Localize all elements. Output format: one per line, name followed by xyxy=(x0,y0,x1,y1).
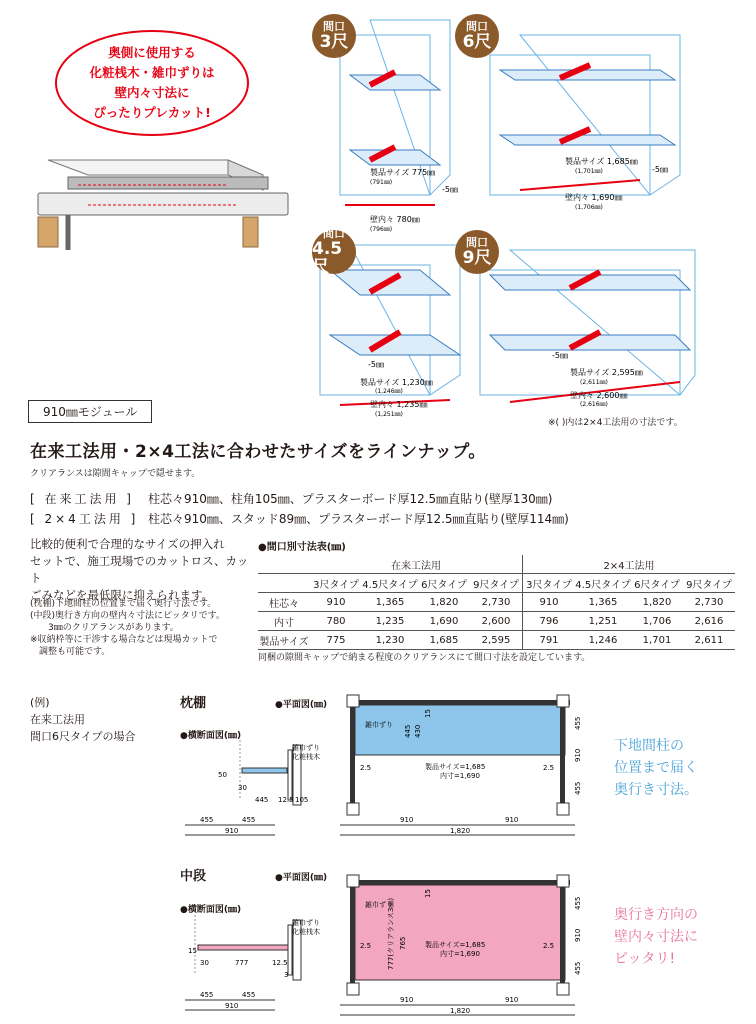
shelf-corner-illustration xyxy=(28,135,278,255)
d6-product-alt: (1,701㎜) xyxy=(575,168,603,175)
table-title: ●間口別寸法表(㎜) xyxy=(258,542,346,553)
d9-minus: -5㎜ xyxy=(552,351,568,360)
svg-text:455: 455 xyxy=(574,716,582,730)
svg-text:内寸=1,690: 内寸=1,690 xyxy=(440,772,480,780)
badge-45shaku: 間口 4.5尺 xyxy=(312,230,356,274)
svg-text:765: 765 xyxy=(399,936,407,950)
svg-text:910: 910 xyxy=(505,996,519,1004)
module-label: 910㎜モジュール xyxy=(28,400,152,423)
closet-diagrams xyxy=(300,10,720,418)
d9-product: 製品サイズ 2,595㎜ xyxy=(570,368,643,377)
svg-text:12.5: 12.5 xyxy=(278,796,294,804)
svg-text:30: 30 xyxy=(238,784,247,792)
size-table: 在来工法用 2×4工法用 3尺タイプ 4.5尺タイプ 6尺タイプ 9尺タイプ 3尺タイプ 4.5尺タイプ 6尺タイプ 9尺タイプ 柱芯々 910 1,365 1,820 2,730 910 1,365 1,820 2,730 内寸 780 1,235 1,690 2,600 796 1,251 1,706 2,616 製品サイズ 775 1,230 1,685 2,595 791 1,246 1,701 2,611 xyxy=(258,555,735,650)
svg-text:2.5: 2.5 xyxy=(543,764,555,772)
d3-inner: 壁内々 780㎜ xyxy=(370,215,420,224)
badge-9shaku: 間口 9尺 xyxy=(455,230,499,274)
example-label: (例) 在来工法用 間口6尺タイプの場合 xyxy=(30,696,136,743)
d6-product: 製品サイズ 1,685㎜ xyxy=(565,157,638,166)
svg-text:455: 455 xyxy=(242,816,256,824)
svg-text:雑巾ずり: 雑巾ずり xyxy=(292,919,320,927)
callout-bubble xyxy=(55,30,249,136)
svg-text:910: 910 xyxy=(574,928,582,942)
badge-3shaku: 間口 3尺 xyxy=(312,14,356,58)
svg-text:雑巾ずり: 雑巾ずり xyxy=(365,721,393,729)
svg-text:雑巾ずり: 雑巾ずり xyxy=(365,901,393,909)
makura-section-label: ●横断面図(㎜) xyxy=(180,731,242,741)
d6-inner-alt: (1,706㎜) xyxy=(575,204,603,211)
d45-inner: 壁内々 1,235㎜ xyxy=(370,400,428,409)
svg-text:製品サイズ=1,685: 製品サイズ=1,685 xyxy=(425,941,486,949)
table-row: 内寸 780 1,235 1,690 2,600 796 1,251 1,706 2,616 xyxy=(258,612,735,631)
d45-product: 製品サイズ 1,230㎜ xyxy=(360,378,433,387)
svg-text:910: 910 xyxy=(225,1002,239,1010)
bubble-line: ぴったりプレカット! xyxy=(93,105,211,120)
makura-plan-label: ●平面図(㎜) xyxy=(275,700,328,710)
svg-text:455: 455 xyxy=(242,991,256,999)
table-row: 柱芯々 910 1,365 1,820 2,730 910 1,365 1,820 2,730 xyxy=(258,593,735,612)
table-row: 製品サイズ 775 1,230 1,685 2,595 791 1,246 1,701 2,611 xyxy=(258,631,735,650)
svg-text:430: 430 xyxy=(414,724,422,738)
svg-text:50: 50 xyxy=(218,771,227,779)
svg-text:15: 15 xyxy=(424,709,432,718)
svg-text:445: 445 xyxy=(255,796,269,804)
chudan-plan-label: ●平面図(㎜) xyxy=(275,873,328,883)
d9-inner: 壁内々 2,600㎜ xyxy=(570,391,628,400)
svg-text:455: 455 xyxy=(574,781,582,795)
svg-text:455: 455 xyxy=(574,896,582,910)
svg-text:化粧桟木: 化粧桟木 xyxy=(292,753,320,761)
closet-6shaku xyxy=(490,35,680,211)
svg-text:910: 910 xyxy=(400,996,414,1004)
d45-minus: -5㎜ xyxy=(368,360,384,369)
badge-6shaku: 間口 6尺 xyxy=(455,14,499,58)
d6-minus: -5㎜ xyxy=(652,165,668,174)
makura-plan-drawing xyxy=(335,690,605,840)
svg-text:2.5: 2.5 xyxy=(360,764,372,772)
blue-note: 下地間柱の 位置まで届く 奥行き寸法。 xyxy=(614,738,698,798)
svg-text:1,820: 1,820 xyxy=(450,827,471,835)
bubble-line: 奥側に使用する xyxy=(108,45,196,60)
d9-product-alt: (2,611㎜) xyxy=(580,379,608,386)
makura-title: 枕棚 xyxy=(180,696,207,711)
svg-text:製品サイズ=1,685: 製品サイズ=1,685 xyxy=(425,763,486,771)
d6-inner: 壁内々 1,690㎜ xyxy=(565,193,623,202)
chudan-plan-drawing xyxy=(335,870,605,1020)
bubble-line: 化粧桟木・雑巾ずりは xyxy=(89,65,215,80)
svg-text:3: 3 xyxy=(284,971,289,979)
closet-9shaku xyxy=(480,250,695,408)
headline: 在来工法用・2×4工法に合わせたサイズをラインナップ。 xyxy=(30,442,486,462)
svg-text:455: 455 xyxy=(200,991,214,999)
svg-text:777: 777 xyxy=(235,959,249,967)
d45-product-alt: (1,246㎜) xyxy=(375,388,403,395)
chudan-section-drawing xyxy=(180,915,330,1015)
subheadline: クリアランスは隙間キャップで隠せます。 xyxy=(30,469,201,479)
svg-text:化粧桟木: 化粧桟木 xyxy=(292,928,320,936)
d3-product: 製品サイズ 775㎜ xyxy=(370,168,436,177)
svg-text:30: 30 xyxy=(200,959,209,967)
d3-inner-alt: (796㎜) xyxy=(370,226,393,233)
svg-text:2.5: 2.5 xyxy=(543,942,555,950)
svg-text:105: 105 xyxy=(295,796,309,804)
makura-section-drawing xyxy=(180,740,330,840)
svg-text:910: 910 xyxy=(505,816,519,824)
svg-text:445: 445 xyxy=(404,724,412,738)
svg-text:2.5: 2.5 xyxy=(360,942,372,950)
d3-product-alt: (791㎜) xyxy=(370,179,393,186)
svg-text:910: 910 xyxy=(225,827,239,835)
body-text: 比較的便利で合理的なサイズの押入れ セットで、施工現場でのカットロス、カット ごみなどを最低限に抑えられます。 xyxy=(30,537,249,602)
spec-zairai: [ 在来工法用 ] 柱芯々910㎜、柱角105㎜、プラスターボード厚12.5㎜直貼り(壁厚130㎜) xyxy=(30,492,553,506)
chudan-section-label: ●横断面図(㎜) xyxy=(180,905,242,915)
spec-2x4: [ 2×4工法用 ] 柱芯々910㎜、スタッド89㎜、プラスターボード厚12.5㎜直貼り(壁厚114㎜) xyxy=(30,512,569,526)
d3-minus: -5㎜ xyxy=(442,185,458,194)
chudan-title: 中段 xyxy=(180,869,207,884)
svg-text:15: 15 xyxy=(188,947,197,955)
group-2x4: 2×4工法用 xyxy=(523,555,736,574)
group-zairai: 在来工法用 xyxy=(310,555,523,574)
d9-inner-alt: (2,616㎜) xyxy=(580,401,608,408)
svg-text:12.5: 12.5 xyxy=(272,959,288,967)
bubble-line: 壁内々寸法に xyxy=(114,85,190,100)
svg-text:雑巾ずり: 雑巾ずり xyxy=(292,744,320,752)
svg-text:455: 455 xyxy=(200,816,214,824)
diagram-note: ※( )内は2×4工法用の寸法です。 xyxy=(548,418,683,428)
d45-inner-alt: (1,251㎜) xyxy=(375,411,403,418)
svg-text:777(クリアランス3㎜): 777(クリアランス3㎜) xyxy=(387,897,395,970)
svg-text:910: 910 xyxy=(574,748,582,762)
svg-text:910: 910 xyxy=(400,816,414,824)
closet-3shaku xyxy=(340,20,458,233)
svg-text:1,820: 1,820 xyxy=(450,1007,471,1015)
notes: (枕棚)下地間柱の位置まで届く奥行寸法です。 (中段)奥行き方向の壁内々寸法にピッタリです。 3㎜のクリアランスがあります。 ※収納枠等に干渉する場合などは現場カットで 調整も可能です。 xyxy=(30,599,225,657)
svg-text:455: 455 xyxy=(574,961,582,975)
pink-note: 奥行き方向の 壁内々寸法に ピッタリ! xyxy=(614,907,698,967)
svg-text:15: 15 xyxy=(424,889,432,898)
table-note: 同梱の隙間キャップで納まる程度のクリアランスにて間口寸法を設定しています。 xyxy=(258,653,591,663)
svg-text:内寸=1,690: 内寸=1,690 xyxy=(440,950,480,958)
